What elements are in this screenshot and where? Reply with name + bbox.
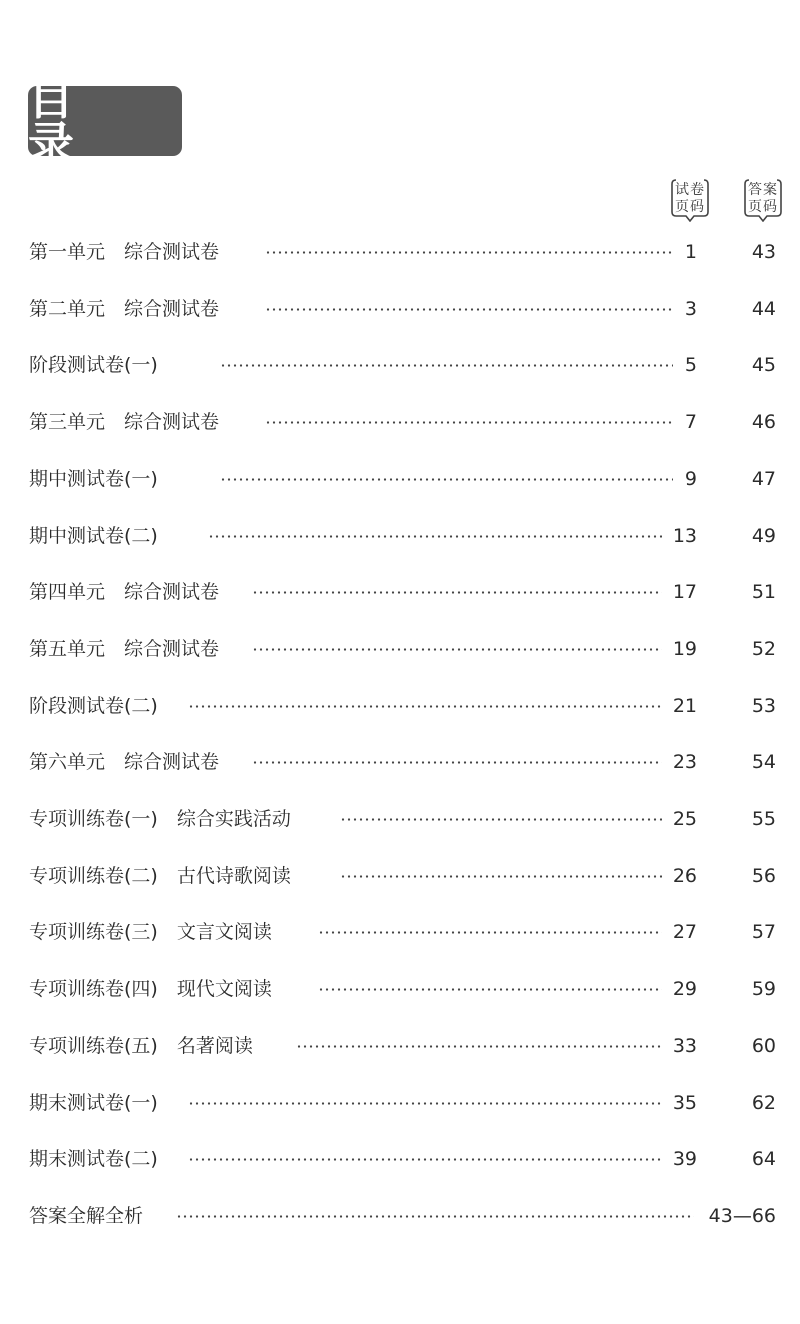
answer-header-line2: 页码 — [748, 199, 778, 215]
answer-page-range: 43—66 — [708, 1204, 776, 1227]
toc-entry-title: 专项训练卷(一) 综合实践活动 — [29, 808, 291, 830]
toc-entry[interactable] — [0, 1075, 800, 1131]
answer-page-number: 64 — [751, 1148, 776, 1171]
toc-entry[interactable] — [0, 791, 800, 847]
toc-entry-title: 期末测试卷(二) — [29, 1148, 158, 1171]
paper-page-number: 26 — [672, 864, 697, 887]
dot-leader — [340, 875, 662, 878]
answer-page-number: 56 — [751, 864, 776, 887]
toc-entry-title: 第三单元 综合测试卷 — [29, 411, 220, 434]
toc-entry-title: 阶段测试卷(二) — [29, 694, 158, 717]
toc-entry[interactable] — [0, 564, 800, 620]
paper-page-number: 33 — [672, 1034, 697, 1057]
toc-entry[interactable] — [0, 734, 800, 790]
toc-entry-title: 第五单元 综合测试卷 — [29, 637, 220, 660]
paper-page-number: 9 — [684, 467, 697, 490]
answer-page-number: 52 — [751, 637, 776, 660]
answer-page-number: 51 — [751, 581, 776, 604]
toc-entry[interactable] — [0, 451, 800, 507]
toc-entry[interactable] — [0, 1131, 800, 1187]
paper-page-number: 35 — [672, 1091, 697, 1114]
dot-leader — [252, 648, 662, 651]
toc-entry-title: 期中测试卷(二) — [29, 524, 158, 547]
toc-entry[interactable] — [0, 224, 800, 280]
dot-leader — [318, 931, 662, 934]
toc-entry-title: 第一单元 综合测试卷 — [29, 241, 220, 263]
toc-entry[interactable] — [0, 1018, 800, 1074]
dot-leader — [252, 761, 662, 764]
toc-entry-title: 答案全解全析 — [29, 1204, 144, 1227]
toc-entry-title: 第六单元 综合测试卷 — [29, 751, 220, 774]
toc-title-banner — [28, 71, 182, 171]
toc-entry-title: 阶段测试卷(一) — [29, 354, 158, 377]
toc-entry[interactable] — [0, 904, 800, 960]
answer-page-number: 44 — [751, 297, 776, 320]
dot-leader — [340, 818, 662, 821]
toc-entry-title: 期中测试卷(一) — [29, 467, 158, 490]
toc-entry-title: 期末测试卷(一) — [29, 1091, 158, 1114]
answer-page-number: 53 — [751, 694, 776, 717]
toc-entry[interactable] — [0, 678, 800, 734]
paper-header-line2: 页码 — [675, 199, 705, 215]
dot-leader — [188, 705, 662, 708]
paper-page-number: 29 — [672, 978, 697, 1001]
answer-page-number: 46 — [751, 411, 776, 434]
paper-header-line1: 试卷 — [675, 182, 705, 198]
answer-page-number: 55 — [751, 808, 776, 830]
paper-page-number: 5 — [684, 354, 697, 377]
paper-page-number: 3 — [684, 297, 697, 320]
answer-header-line1: 答案 — [748, 182, 778, 198]
paper-page-number: 21 — [672, 694, 697, 717]
paper-page-number: 7 — [684, 411, 697, 434]
dot-leader — [176, 1215, 694, 1218]
toc-entry[interactable] — [0, 508, 800, 564]
answer-page-number: 45 — [751, 354, 776, 377]
toc-entry-title: 专项训练卷(四) 现代文阅读 — [29, 978, 272, 1001]
paper-page-number: 25 — [672, 808, 697, 830]
answer-page-number: 57 — [751, 921, 776, 944]
dot-leader — [208, 535, 662, 538]
toc-entry-title: 专项训练卷(二) 古代诗歌阅读 — [29, 864, 291, 887]
paper-page-number: 1 — [684, 241, 697, 263]
answer-page-number: 59 — [751, 978, 776, 1001]
toc-entry-title: 第四单元 综合测试卷 — [29, 581, 220, 604]
paper-page-number: 17 — [672, 581, 697, 604]
toc-entry[interactable] — [0, 281, 800, 337]
dot-leader — [318, 988, 662, 991]
answer-page-number: 43 — [751, 241, 776, 263]
toc-entry-title: 专项训练卷(三) 文言文阅读 — [29, 921, 272, 944]
answer-page-number: 62 — [751, 1091, 776, 1114]
toc-entry[interactable] — [0, 848, 800, 904]
answer-page-number: 47 — [751, 467, 776, 490]
dot-leader — [265, 421, 673, 424]
toc-entry[interactable] — [0, 621, 800, 677]
answer-page-number: 54 — [751, 751, 776, 774]
dot-leader — [188, 1102, 662, 1105]
dot-leader — [188, 1158, 662, 1161]
paper-page-number: 19 — [672, 637, 697, 660]
dot-leader — [296, 1045, 662, 1048]
toc-entry[interactable] — [0, 337, 800, 393]
toc-entry[interactable] — [0, 394, 800, 450]
toc-entry-title: 第二单元 综合测试卷 — [29, 297, 220, 320]
paper-page-column-header — [669, 178, 711, 222]
dot-leader — [265, 308, 673, 311]
dot-leader — [220, 364, 673, 367]
answer-page-number: 49 — [751, 524, 776, 547]
paper-page-number: 23 — [672, 751, 697, 774]
toc-entry-answer-section[interactable] — [0, 1188, 800, 1244]
paper-page-number: 27 — [672, 921, 697, 944]
dot-leader — [265, 251, 673, 254]
page-title: 目 录 — [28, 71, 100, 171]
dot-leader — [252, 591, 662, 594]
paper-page-number: 39 — [672, 1148, 697, 1171]
dot-leader — [220, 478, 673, 481]
answer-page-column-header — [742, 178, 784, 222]
paper-page-number: 13 — [672, 524, 697, 547]
toc-entry-title: 专项训练卷(五) 名著阅读 — [29, 1034, 253, 1057]
toc-entry[interactable] — [0, 961, 800, 1017]
answer-page-number: 60 — [751, 1034, 776, 1057]
